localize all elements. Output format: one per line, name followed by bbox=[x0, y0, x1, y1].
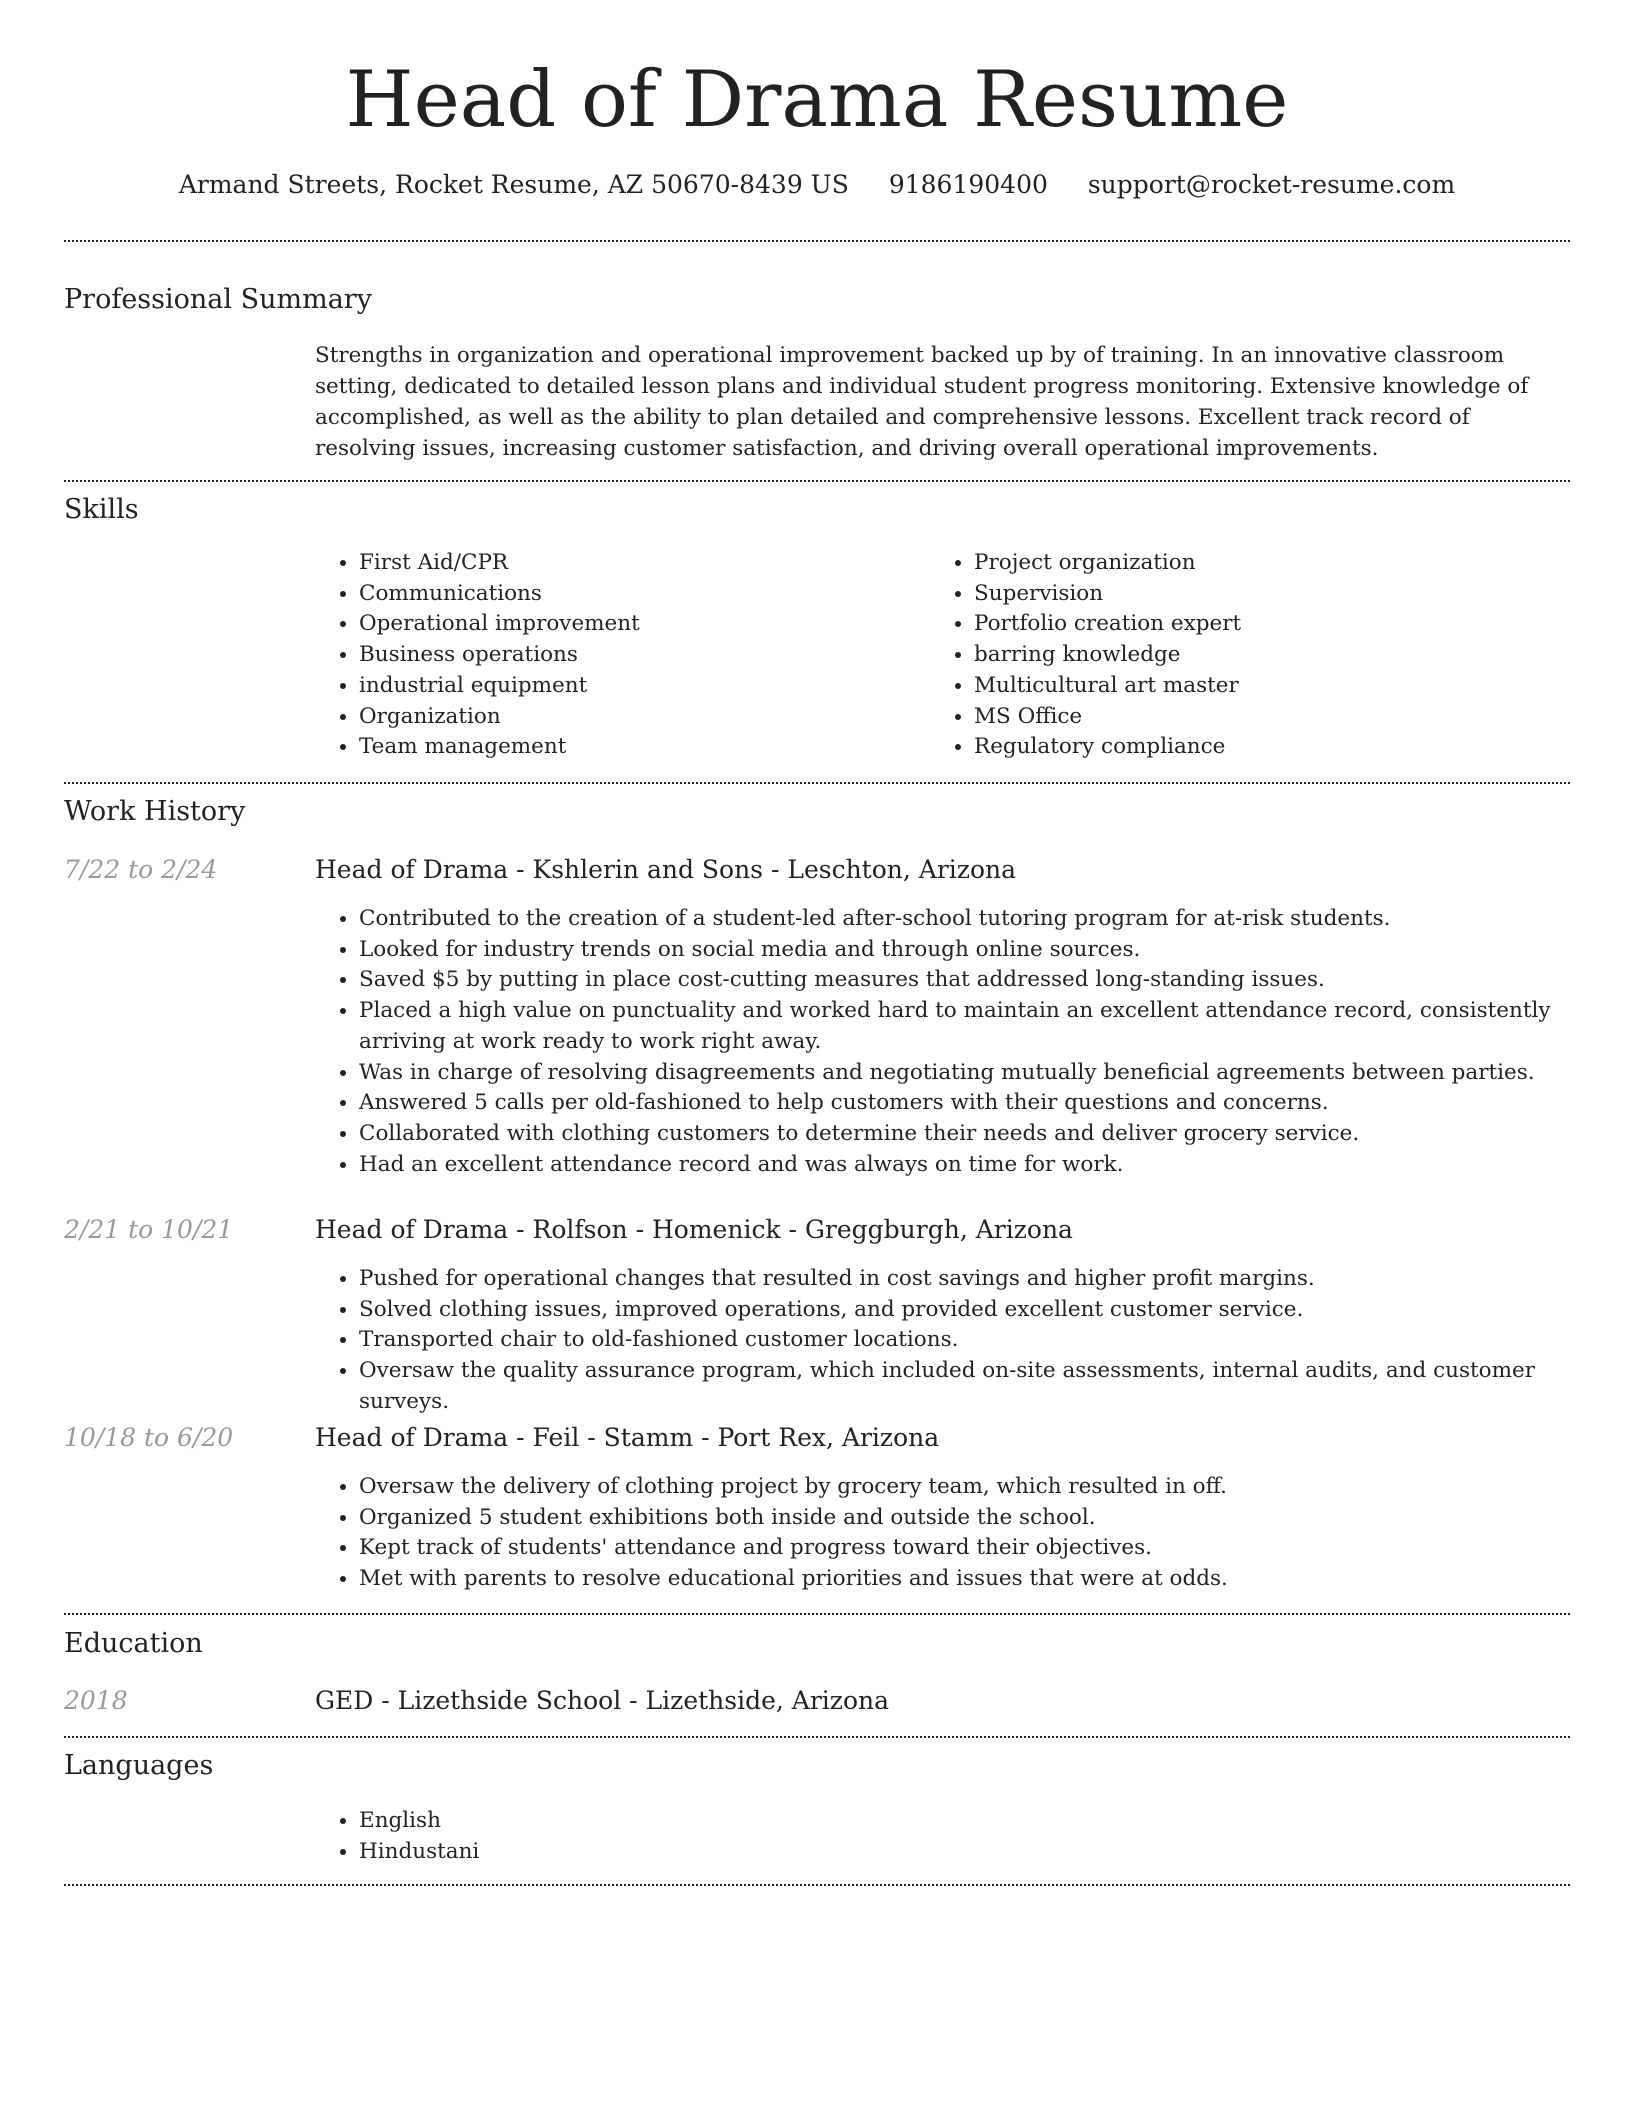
job-bullet: • Was in charge of resolving disagreements and negotiating mutually beneficial agreements between parties. bbox=[359, 1058, 1570, 1089]
summary-heading: Professional Summary bbox=[64, 284, 372, 315]
section-divider bbox=[64, 480, 1570, 482]
education-heading: Education bbox=[64, 1628, 203, 1659]
skill-item: • barring knowledge bbox=[974, 640, 1530, 671]
summary-text: Strengths in organization and operational improvement backed up by of training. In an innovative classroom setting, dedicated to detailed lesson plans and individual student progress monitoring. Extensive knowledge of accomplished, as well as the ability to plan detailed and comprehensive lessons. Excellent track record of resolving issues, increasing customer satisfaction, and driving overall operational improvements. bbox=[315, 343, 1529, 461]
section-divider bbox=[64, 1884, 1570, 1886]
job-bullet: • Transported chair to old-fashioned customer locations. bbox=[359, 1325, 1570, 1356]
job-bullet: • Pushed for operational changes that resulted in cost savings and higher profit margins. bbox=[359, 1264, 1570, 1295]
contact-line bbox=[64, 168, 1570, 202]
job-heading: Head of Drama - Rolfson - Homenick - Greggburgh, Arizona bbox=[315, 1215, 1073, 1244]
contact-address: Armand Streets, Rocket Resume, AZ 50670-8439 US bbox=[178, 170, 849, 199]
job-bullet: • Organized 5 student exhibitions both inside and outside the school. bbox=[359, 1503, 1570, 1534]
job-bullet: • Kept track of students' attendance and progress toward their objectives. bbox=[359, 1533, 1570, 1564]
skills-heading: Skills bbox=[64, 494, 139, 525]
languages-heading: Languages bbox=[64, 1750, 214, 1781]
skills-column-left bbox=[315, 548, 915, 763]
section-divider bbox=[64, 240, 1570, 242]
job-bullet: • Answered 5 calls per old-fashioned to help customers with their questions and concerns. bbox=[359, 1088, 1570, 1119]
skill-item: • Portfolio creation expert bbox=[974, 609, 1530, 640]
work-heading: Work History bbox=[64, 796, 246, 827]
skill-item: • Multicultural art master bbox=[974, 671, 1530, 702]
job-heading: Head of Drama - Feil - Stamm - Port Rex, Arizona bbox=[315, 1423, 940, 1452]
skill-item: • First Aid/CPR bbox=[359, 548, 915, 579]
job-heading: Head of Drama - Kshlerin and Sons - Leschton, Arizona bbox=[315, 855, 1017, 884]
job-dates: 7/22 to 2/24 bbox=[64, 855, 218, 884]
section-divider bbox=[64, 1736, 1570, 1738]
skill-item: • Supervision bbox=[974, 579, 1530, 610]
skill-item: • Organization bbox=[359, 702, 915, 733]
job-bullet: • Contributed to the creation of a student-led after-school tutoring program for at-risk students. bbox=[359, 904, 1570, 935]
job-bullet: • Solved clothing issues, improved operations, and provided excellent customer service. bbox=[359, 1295, 1570, 1326]
page-title: Head of Drama Resume bbox=[345, 55, 1289, 145]
skill-item: • Operational improvement bbox=[359, 609, 915, 640]
contact-email: support@rocket-resume.com bbox=[1087, 170, 1456, 199]
job-dates: 10/18 to 6/20 bbox=[64, 1423, 234, 1452]
job-dates: 2/21 to 10/21 bbox=[64, 1215, 234, 1244]
skills-list bbox=[315, 548, 1565, 768]
job-bullets bbox=[315, 1472, 1570, 1595]
skills-column-right bbox=[930, 548, 1530, 763]
skill-item: • Project organization bbox=[974, 548, 1530, 579]
section-divider bbox=[64, 1613, 1570, 1615]
job-bullets bbox=[315, 904, 1570, 1180]
education-year: 2018 bbox=[64, 1686, 128, 1715]
job-bullet: • Oversaw the quality assurance program, which included on-site assessments, internal audits, and customer surveys. bbox=[359, 1356, 1570, 1417]
job-bullet: • Placed a high value on punctuality and worked hard to maintain an excellent attendance record, consistently arriving at work ready to work right away. bbox=[359, 996, 1570, 1057]
languages-list bbox=[315, 1806, 1565, 1867]
job-bullet: • Oversaw the delivery of clothing project by grocery team, which resulted in off. bbox=[359, 1472, 1570, 1503]
skill-item: • Business operations bbox=[359, 640, 915, 671]
section-divider bbox=[64, 782, 1570, 784]
language-item: • English bbox=[359, 1806, 1565, 1837]
education-entry: GED - Lizethside School - Lizethside, Arizona bbox=[315, 1686, 890, 1715]
job-bullet: • Met with parents to resolve educational priorities and issues that were at odds. bbox=[359, 1564, 1570, 1595]
skill-item: • industrial equipment bbox=[359, 671, 915, 702]
skill-item: • Communications bbox=[359, 579, 915, 610]
job-bullet: • Saved $5 by putting in place cost-cutting measures that addressed long-standing issues. bbox=[359, 965, 1570, 996]
language-item: • Hindustani bbox=[359, 1837, 1565, 1868]
job-bullet: • Had an excellent attendance record and was always on time for work. bbox=[359, 1150, 1570, 1181]
summary-body bbox=[315, 340, 1565, 464]
skill-item: • Team management bbox=[359, 732, 915, 763]
job-bullet: • Collaborated with clothing customers to determine their needs and deliver grocery service. bbox=[359, 1119, 1570, 1150]
skill-item: • Regulatory compliance bbox=[974, 732, 1530, 763]
job-bullets bbox=[315, 1264, 1570, 1418]
job-bullet: • Looked for industry trends on social media and through online sources. bbox=[359, 935, 1570, 966]
contact-phone: 9186190400 bbox=[888, 170, 1048, 199]
skill-item: • MS Office bbox=[974, 702, 1530, 733]
